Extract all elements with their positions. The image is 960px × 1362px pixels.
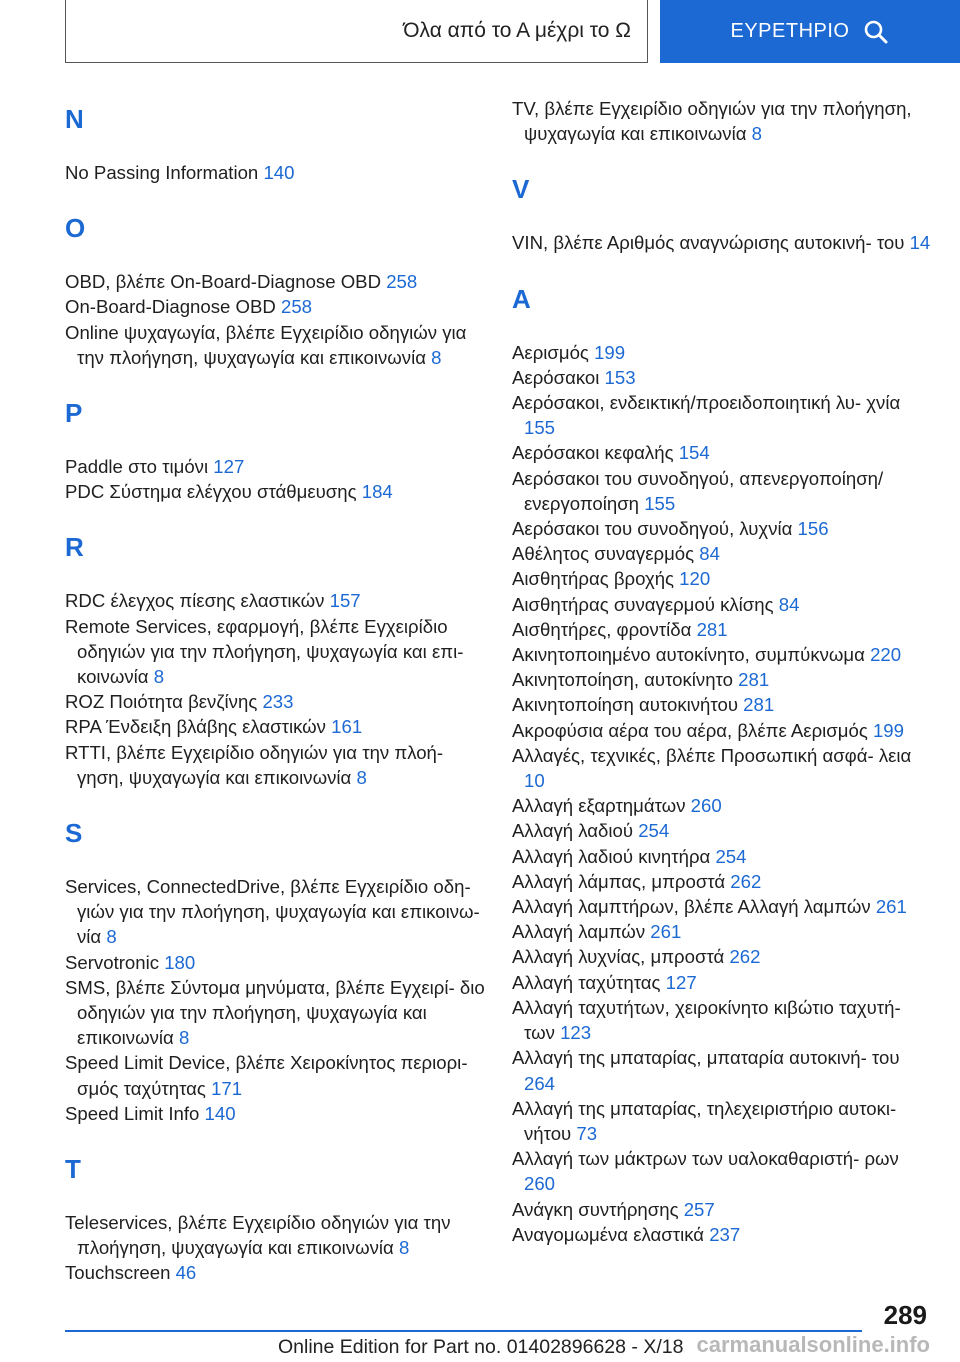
index-entry xyxy=(65,714,485,739)
index-page-link[interactable]: 264 xyxy=(524,1072,556,1094)
index-entry-text: Αερόσακοι xyxy=(512,366,605,388)
index-page-link[interactable]: 14 xyxy=(909,232,931,254)
index-group xyxy=(65,1152,485,1286)
index-page-link[interactable]: 8 xyxy=(751,123,762,145)
index-entry-text: No Passing Information xyxy=(65,162,264,183)
edition-info: Online Edition for Part no. 01402896628 - X/18 xyxy=(278,1336,684,1358)
index-entry xyxy=(512,1096,932,1146)
index-entry-text: Ακροφύσια αέρα του αέρα, βλέπε Αερισμός xyxy=(512,719,873,741)
index-entry xyxy=(512,919,932,944)
index-entry xyxy=(65,1050,485,1100)
index-page-link[interactable]: 281 xyxy=(738,669,770,691)
tab-a-to-z-label: Όλα από το Α μέχρι το Ω xyxy=(403,19,631,42)
index-page-link[interactable]: 260 xyxy=(690,795,722,817)
index-entry xyxy=(65,740,485,790)
index-entry xyxy=(65,479,485,504)
index-entry-text: Αερόσακοι, ενδεικτική/προειδοποιητική λυ- χνία xyxy=(512,392,901,414)
index-entry-text: OBD, βλέπε On-Board-Diagnose OBD xyxy=(65,271,387,293)
index-entry-text: Paddle στο τιμόνι xyxy=(65,456,214,478)
index-entry xyxy=(512,743,932,793)
page-number: 289 xyxy=(883,1300,927,1330)
index-page-link[interactable]: 281 xyxy=(743,694,775,716)
index-page-link[interactable]: 153 xyxy=(604,366,636,388)
index-column-left xyxy=(65,96,485,1312)
tab-index[interactable] xyxy=(660,0,960,63)
index-entry-text: Services, ConnectedDrive, βλέπε Εγχειρίδιο οδη- γιών για την πλοήγηση, ψυχαγωγία και επικοινω- νία xyxy=(65,876,480,948)
index-group xyxy=(512,172,932,255)
index-entry xyxy=(512,718,932,743)
index-entry-text: Αλλαγές, τεχνικές, βλέπε Προσωπική ασφά- λεια xyxy=(512,744,912,766)
index-entry-text: Αερόσακοι του συνοδηγού, λυχνία xyxy=(512,518,798,540)
index-entry xyxy=(65,1101,485,1126)
index-entry xyxy=(512,440,932,465)
index-entry-text: Αναγομωμένα ελαστικά xyxy=(512,1223,710,1245)
index-entry-text: Touchscreen xyxy=(65,1262,176,1284)
index-entry-text: Αλλαγή λαμπτήρων, βλέπε Αλλαγή λαμπών xyxy=(512,896,876,918)
index-entry-text: PDC Σύστημα ελέγχου στάθμευσης xyxy=(65,481,362,503)
index-entry xyxy=(512,995,932,1045)
index-page-link[interactable]: 127 xyxy=(665,971,697,993)
index-entry xyxy=(512,466,932,516)
index-entry-text: Αερόσακοι του συνοδηγού, απενεργοποίηση/ ενεργοποίηση xyxy=(512,467,884,514)
index-entry xyxy=(65,320,485,370)
index-entry-text: Servotronic xyxy=(65,951,165,973)
index-entry xyxy=(512,970,932,995)
index-entry xyxy=(512,1146,932,1196)
index-entry-text: Αλλαγή της μπαταρίας, μπαταρία αυτοκινή- του xyxy=(512,1047,900,1069)
index-page-link[interactable]: 184 xyxy=(361,481,393,503)
index-page-link[interactable]: 233 xyxy=(262,691,294,713)
index-entry-text: Αισθητήρας συναγερμού κλίσης xyxy=(512,593,779,615)
index-page-link[interactable]: 237 xyxy=(709,1223,741,1245)
index-entry xyxy=(65,269,485,294)
index-page-link[interactable]: 46 xyxy=(175,1262,197,1284)
index-entry xyxy=(512,592,932,617)
index-entry-text: Αθέλητος συναγερμός xyxy=(512,543,700,565)
index-entry xyxy=(512,516,932,541)
index-entry xyxy=(65,950,485,975)
index-entry-text: Αερόσακοι κεφαλής xyxy=(512,442,679,464)
index-page-link[interactable]: 258 xyxy=(281,296,313,318)
index-group xyxy=(512,96,932,146)
index-page-link[interactable]: 199 xyxy=(594,341,626,363)
index-entry xyxy=(512,390,932,440)
index-entry-text: Αλλαγή λαμπών xyxy=(512,921,651,943)
index-page-link[interactable]: 8 xyxy=(106,926,117,948)
index-entry-text: RTTI, βλέπε Εγχειρίδιο οδηγιών για την πλοή- γηση, ψυχαγωγία και επικοινωνία xyxy=(65,741,444,788)
index-letter-heading: Α xyxy=(512,283,531,314)
index-group xyxy=(65,396,485,504)
index-entry xyxy=(512,541,932,566)
index-page-link[interactable]: 281 xyxy=(696,618,728,640)
watermark: carmanualsonline.info xyxy=(696,1332,930,1357)
index-page-link[interactable]: 262 xyxy=(730,870,762,892)
index-page-link[interactable]: 254 xyxy=(715,845,747,867)
index-page-link[interactable]: 220 xyxy=(870,644,902,666)
index-entry-text: SMS, βλέπε Σύντομα μηνύματα, βλέπε Εγχειρί- διο οδηγιών για την πλοήγηση, ψυχαγωγία και επικοινωνία xyxy=(65,976,485,1049)
index-entry-text: Αλλαγή λάμπας, μπροστά xyxy=(512,870,731,892)
index-entry xyxy=(512,793,932,818)
index-column-right xyxy=(512,96,932,1273)
index-page-link[interactable]: 155 xyxy=(524,417,556,439)
page-header xyxy=(0,0,960,66)
index-entry-text: Αερισμός xyxy=(512,341,595,363)
index-entry-text: RPA Ένδειξη βλάβης ελαστικών xyxy=(65,716,332,738)
index-entry xyxy=(512,1045,932,1095)
index-page-link[interactable]: 8 xyxy=(153,666,165,688)
index-entry-text: Online ψυχαγωγία, βλέπε Εγχειρίδιο οδηγιών για την πλοήγηση, ψυχαγωγία και επικοινωνία xyxy=(65,321,467,368)
index-letter-heading: S xyxy=(65,818,83,849)
index-entry xyxy=(512,617,932,642)
index-page-link[interactable]: 254 xyxy=(638,820,670,842)
index-page-link[interactable]: 155 xyxy=(644,492,676,514)
index-group xyxy=(65,211,485,370)
index-entry xyxy=(65,294,485,319)
index-page-link[interactable]: 180 xyxy=(164,951,196,973)
index-page-link[interactable]: 157 xyxy=(329,590,361,612)
index-entry xyxy=(65,454,485,479)
index-entry-text: Αισθητήρες, φροντίδα xyxy=(512,618,697,640)
index-page-link[interactable]: 84 xyxy=(699,543,720,565)
index-entry-text: ROZ Ποιότητα βενζίνης xyxy=(65,691,263,713)
index-entry xyxy=(512,365,932,390)
index-letter-heading: P xyxy=(65,398,83,429)
index-entry-text: On-Board-Diagnose OBD xyxy=(65,296,281,318)
index-entry xyxy=(512,692,932,717)
index-entry xyxy=(65,614,485,690)
index-page-link[interactable]: 261 xyxy=(875,896,907,918)
index-entry xyxy=(65,1210,485,1260)
index-page-link[interactable]: 127 xyxy=(213,456,245,478)
index-entry-text: Αλλαγή της μπαταρίας, τηλεχειριστήριο αυτοκι- νήτου xyxy=(512,1097,897,1144)
index-page-link[interactable]: 161 xyxy=(331,716,363,738)
index-letter-heading: N xyxy=(65,104,84,134)
index-entry-text: Speed Limit Device, βλέπε Χειροκίνητος περιορι- σμός ταχύτητας xyxy=(65,1052,468,1099)
index-entry xyxy=(512,96,932,146)
index-letter-heading: O xyxy=(65,213,86,244)
index-entry-text: Αισθητήρας βροχής xyxy=(512,568,680,590)
index-entry-text: Remote Services, εφαρμογή, βλέπε Εγχειρίδιο οδηγιών για την πλοήγηση, ψυχαγωγία και επι- κοινωνία xyxy=(65,615,464,688)
index-group xyxy=(512,282,932,1247)
index-entry xyxy=(512,844,932,869)
index-entry xyxy=(65,588,485,613)
index-entry xyxy=(512,894,932,919)
index-page-link[interactable]: 199 xyxy=(872,719,904,741)
index-letter-heading: V xyxy=(512,174,530,205)
index-entry xyxy=(512,944,932,969)
index-page-link[interactable]: 258 xyxy=(386,271,418,293)
index-page-link[interactable]: 140 xyxy=(204,1102,236,1124)
index-entry-text: Ακινητοποίηση αυτοκινήτου xyxy=(512,694,744,716)
index-page-link[interactable]: 8 xyxy=(178,1027,190,1049)
index-page-link[interactable]: 8 xyxy=(356,766,367,788)
index-entry-text: Teleservices, βλέπε Εγχειρίδιο οδηγιών για την πλοήγηση, ψυχαγωγία και επικοινωνία xyxy=(65,1212,451,1259)
index-entry-text: Αλλαγή ταχύτητας xyxy=(512,971,666,993)
index-entry xyxy=(65,689,485,714)
index-page-link[interactable]: 84 xyxy=(778,593,800,615)
index-group xyxy=(65,530,485,790)
search-icon[interactable] xyxy=(863,19,889,45)
index-entry xyxy=(512,1197,932,1222)
index-letter-heading: T xyxy=(65,1154,81,1185)
index-entry xyxy=(512,818,932,843)
index-entry xyxy=(512,566,932,591)
index-entry-text: Ακινητοποίηση, αυτοκίνητο xyxy=(512,669,739,691)
index-page-link[interactable]: 257 xyxy=(683,1198,715,1220)
index-entry-text: Αλλαγή λυχνίας, μπροστά xyxy=(512,946,730,968)
index-entry xyxy=(65,160,485,185)
index-page-link[interactable]: 154 xyxy=(678,442,710,464)
index-entry-text: Speed Limit Info xyxy=(65,1102,205,1124)
index-entry-text: Ανάγκη συντήρησης xyxy=(512,1198,684,1220)
index-page-link[interactable]: 260 xyxy=(524,1173,556,1195)
index-page-link[interactable]: 120 xyxy=(679,568,711,590)
tab-index-label: ΕΥΡΕΤΗΡΙΟ xyxy=(730,20,850,42)
index-entry-text: Αλλαγή λαδιού κινητήρα xyxy=(512,845,716,867)
index-entry-text: Αλλαγή λαδιού xyxy=(512,820,639,842)
index-entry-text: TV, βλέπε Εγχειρίδιο οδηγιών για την πλοήγηση, ψυχαγωγία και επικοινωνία xyxy=(512,98,912,145)
index-page-link[interactable]: 171 xyxy=(211,1077,243,1099)
index-page-link[interactable]: 262 xyxy=(729,946,761,968)
index-entry xyxy=(65,874,485,950)
index-entry xyxy=(65,1260,485,1285)
index-page-link[interactable]: 8 xyxy=(398,1237,410,1259)
index-page-link[interactable]: 123 xyxy=(560,1022,592,1044)
index-entry xyxy=(512,667,932,692)
index-entry xyxy=(512,1222,932,1247)
index-entry-text: VIN, βλέπε Αριθμός αναγνώρισης αυτοκινή- του xyxy=(512,232,910,254)
index-entry-text: Αλλαγή εξαρτημάτων xyxy=(512,795,691,817)
index-page-link[interactable]: 8 xyxy=(431,346,442,368)
index-entry xyxy=(512,230,932,255)
index-entry-text: Αλλαγή των μάκτρων των υαλοκαθαριστή- ρων xyxy=(512,1148,899,1170)
index-entry xyxy=(512,340,932,365)
index-entry-text: RDC έλεγχος πίεσης ελαστικών xyxy=(65,590,330,612)
index-page-link[interactable]: 156 xyxy=(797,518,829,540)
index-page-link[interactable]: 140 xyxy=(263,162,295,183)
index-entry-text: Ακινητοποιημένο αυτοκίνητο, συμπύκνωμα xyxy=(512,644,871,666)
index-entry xyxy=(65,975,485,1051)
index-entry xyxy=(512,642,932,667)
index-page-link[interactable]: 10 xyxy=(524,770,545,792)
index-entry xyxy=(512,869,932,894)
index-page-link[interactable]: 73 xyxy=(576,1122,598,1144)
index-letter-heading: R xyxy=(65,532,84,563)
tab-a-to-z[interactable] xyxy=(65,0,648,63)
index-group xyxy=(65,816,485,1126)
index-group xyxy=(65,102,485,185)
index-page-link[interactable]: 261 xyxy=(650,921,682,943)
index-entry-text: Αλλαγή ταχυτήτων, χειροκίνητο κιβώτιο ταχυτή- των xyxy=(512,996,901,1044)
